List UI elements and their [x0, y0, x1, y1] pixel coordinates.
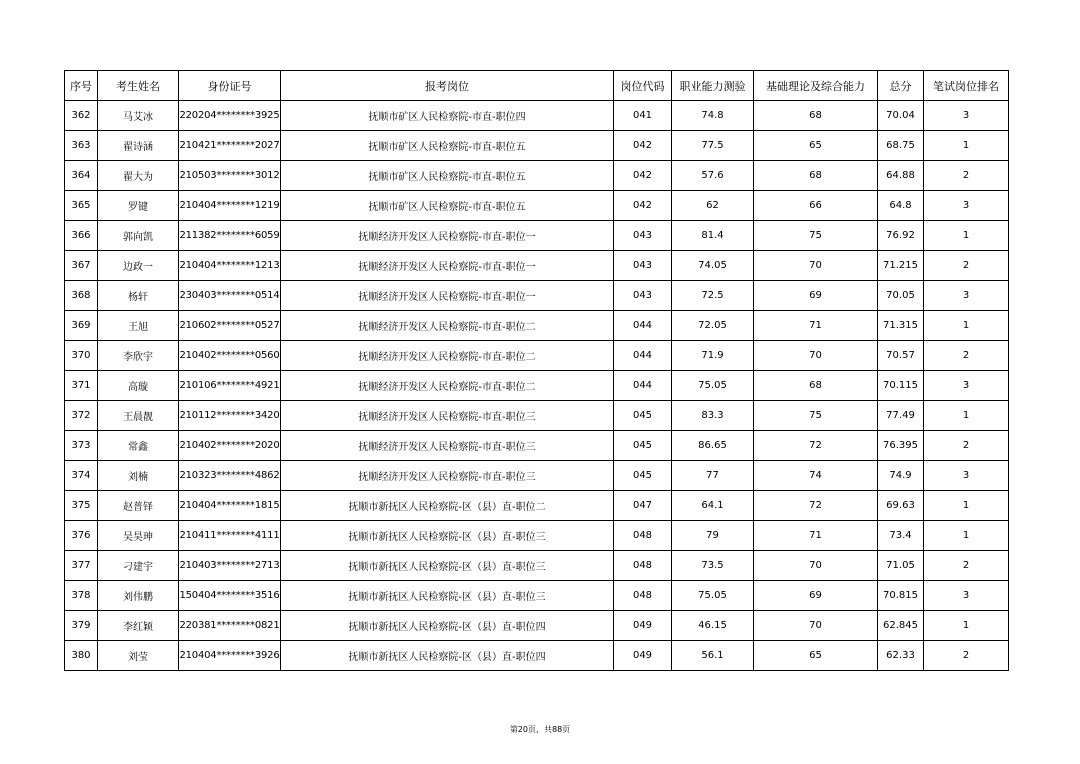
- table-row: [65, 341, 1009, 371]
- cell-total: 62.33: [878, 641, 924, 671]
- cell-name: 刁建宇: [98, 551, 179, 581]
- cell-seq: 373: [65, 431, 98, 461]
- cell-name: 吴昊珅: [98, 521, 179, 551]
- cell-basic-theory: 68: [754, 101, 878, 131]
- cell-position-code: 043: [614, 251, 672, 281]
- cell-id-number: 210602********0527: [179, 311, 281, 341]
- table-row: [65, 581, 1009, 611]
- cell-aptitude: 57.6: [672, 161, 754, 191]
- cell-rank: 2: [924, 251, 1009, 281]
- table-row: [65, 191, 1009, 221]
- cell-position: 抚顺经济开发区人民检察院-市直-职位三: [281, 461, 614, 491]
- cell-basic-theory: 74: [754, 461, 878, 491]
- cell-rank: 2: [924, 161, 1009, 191]
- cell-position-code: 044: [614, 311, 672, 341]
- cell-position: 抚顺市矿区人民检察院-市直-职位五: [281, 191, 614, 221]
- cell-aptitude: 72.05: [672, 311, 754, 341]
- cell-rank: 1: [924, 131, 1009, 161]
- cell-aptitude: 74.8: [672, 101, 754, 131]
- cell-id-number: 210402********0560: [179, 341, 281, 371]
- cell-seq: 371: [65, 371, 98, 401]
- cell-basic-theory: 71: [754, 311, 878, 341]
- cell-total: 76.92: [878, 221, 924, 251]
- cell-seq: 375: [65, 491, 98, 521]
- cell-total: 69.63: [878, 491, 924, 521]
- cell-rank: 3: [924, 581, 1009, 611]
- cell-total: 70.57: [878, 341, 924, 371]
- cell-total: 64.8: [878, 191, 924, 221]
- cell-position: 抚顺经济开发区人民检察院-市直-职位一: [281, 221, 614, 251]
- cell-total: 73.4: [878, 521, 924, 551]
- cell-id-number: 210323********4862: [179, 461, 281, 491]
- cell-position: 抚顺经济开发区人民检察院-市直-职位二: [281, 341, 614, 371]
- cell-aptitude: 74.05: [672, 251, 754, 281]
- table-row: [65, 311, 1009, 341]
- cell-aptitude: 73.5: [672, 551, 754, 581]
- results-table: [64, 70, 1009, 671]
- cell-seq: 362: [65, 101, 98, 131]
- table-row: [65, 431, 1009, 461]
- cell-name: 罗键: [98, 191, 179, 221]
- cell-id-number: 210503********3012: [179, 161, 281, 191]
- cell-id-number: 210404********3926: [179, 641, 281, 671]
- cell-position: 抚顺市矿区人民检察院-市直-职位四: [281, 101, 614, 131]
- cell-id-number: 220204********3925: [179, 101, 281, 131]
- cell-id-number: 210421********2027: [179, 131, 281, 161]
- header-aptitude-test: 职业能力测验: [672, 71, 754, 101]
- cell-rank: 3: [924, 461, 1009, 491]
- cell-rank: 1: [924, 521, 1009, 551]
- cell-seq: 372: [65, 401, 98, 431]
- cell-id-number: 211382********6059: [179, 221, 281, 251]
- cell-position: 抚顺市新抚区人民检察院-区（县）直-职位二: [281, 491, 614, 521]
- cell-aptitude: 62: [672, 191, 754, 221]
- cell-aptitude: 56.1: [672, 641, 754, 671]
- cell-total: 70.04: [878, 101, 924, 131]
- header-basic-theory: 基础理论及综合能力: [754, 71, 878, 101]
- cell-position: 抚顺市新抚区人民检察院-区（县）直-职位三: [281, 551, 614, 581]
- cell-rank: 1: [924, 311, 1009, 341]
- cell-id-number: 210106********4921: [179, 371, 281, 401]
- cell-rank: 1: [924, 401, 1009, 431]
- cell-basic-theory: 69: [754, 581, 878, 611]
- cell-position-code: 047: [614, 491, 672, 521]
- cell-basic-theory: 69: [754, 281, 878, 311]
- page-number: 第20页，共88页: [509, 725, 571, 734]
- table-row: [65, 491, 1009, 521]
- table-row: [65, 401, 1009, 431]
- cell-basic-theory: 68: [754, 371, 878, 401]
- cell-aptitude: 86.65: [672, 431, 754, 461]
- cell-name: 翟诗涵: [98, 131, 179, 161]
- cell-seq: 365: [65, 191, 98, 221]
- cell-seq: 366: [65, 221, 98, 251]
- cell-name: 李红颖: [98, 611, 179, 641]
- cell-position-code: 049: [614, 611, 672, 641]
- cell-seq: 378: [65, 581, 98, 611]
- cell-seq: 367: [65, 251, 98, 281]
- cell-position: 抚顺经济开发区人民检察院-市直-职位一: [281, 251, 614, 281]
- cell-seq: 368: [65, 281, 98, 311]
- cell-seq: 364: [65, 161, 98, 191]
- cell-aptitude: 83.3: [672, 401, 754, 431]
- cell-position-code: 048: [614, 581, 672, 611]
- cell-position-code: 048: [614, 521, 672, 551]
- cell-total: 70.115: [878, 371, 924, 401]
- cell-id-number: 220381********0821: [179, 611, 281, 641]
- cell-basic-theory: 66: [754, 191, 878, 221]
- cell-name: 刘楠: [98, 461, 179, 491]
- cell-aptitude: 77.5: [672, 131, 754, 161]
- cell-position-code: 043: [614, 281, 672, 311]
- table-row: [65, 281, 1009, 311]
- cell-name: 翟大为: [98, 161, 179, 191]
- cell-id-number: 210411********4111: [179, 521, 281, 551]
- table-row: [65, 611, 1009, 641]
- table-row: [65, 131, 1009, 161]
- cell-total: 71.315: [878, 311, 924, 341]
- cell-position-code: 045: [614, 401, 672, 431]
- cell-name: 赵普铎: [98, 491, 179, 521]
- cell-rank: 1: [924, 611, 1009, 641]
- cell-rank: 2: [924, 551, 1009, 581]
- table-row: [65, 521, 1009, 551]
- cell-position-code: 049: [614, 641, 672, 671]
- cell-basic-theory: 70: [754, 611, 878, 641]
- cell-total: 74.9: [878, 461, 924, 491]
- cell-rank: 2: [924, 641, 1009, 671]
- header-position: 报考岗位: [281, 71, 614, 101]
- cell-total: 71.215: [878, 251, 924, 281]
- header-id-number: 身份证号: [179, 71, 281, 101]
- cell-position-code: 048: [614, 551, 672, 581]
- cell-total: 62.845: [878, 611, 924, 641]
- cell-basic-theory: 65: [754, 641, 878, 671]
- cell-position-code: 045: [614, 431, 672, 461]
- cell-position: 抚顺市新抚区人民检察院-区（县）直-职位三: [281, 521, 614, 551]
- cell-id-number: 230403********0514: [179, 281, 281, 311]
- cell-name: 马艾冰: [98, 101, 179, 131]
- cell-rank: 2: [924, 431, 1009, 461]
- cell-total: 76.395: [878, 431, 924, 461]
- cell-position: 抚顺经济开发区人民检察院-市直-职位二: [281, 371, 614, 401]
- cell-seq: 377: [65, 551, 98, 581]
- table-row: [65, 221, 1009, 251]
- table-row: [65, 101, 1009, 131]
- cell-basic-theory: 71: [754, 521, 878, 551]
- cell-seq: 380: [65, 641, 98, 671]
- cell-seq: 374: [65, 461, 98, 491]
- cell-position: 抚顺市矿区人民检察院-市直-职位五: [281, 131, 614, 161]
- cell-seq: 376: [65, 521, 98, 551]
- cell-basic-theory: 72: [754, 431, 878, 461]
- cell-aptitude: 75.05: [672, 371, 754, 401]
- cell-name: 高璇: [98, 371, 179, 401]
- cell-rank: 2: [924, 341, 1009, 371]
- cell-seq: 363: [65, 131, 98, 161]
- header-row: [65, 71, 1009, 101]
- cell-aptitude: 64.1: [672, 491, 754, 521]
- cell-position: 抚顺经济开发区人民检察院-市直-职位三: [281, 401, 614, 431]
- cell-basic-theory: 75: [754, 401, 878, 431]
- cell-total: 70.05: [878, 281, 924, 311]
- cell-seq: 369: [65, 311, 98, 341]
- cell-id-number: 210402********2020: [179, 431, 281, 461]
- cell-position: 抚顺经济开发区人民检察院-市直-职位二: [281, 311, 614, 341]
- cell-rank: 3: [924, 191, 1009, 221]
- cell-position-code: 042: [614, 191, 672, 221]
- cell-aptitude: 77: [672, 461, 754, 491]
- cell-aptitude: 81.4: [672, 221, 754, 251]
- table-row: [65, 551, 1009, 581]
- cell-rank: 1: [924, 491, 1009, 521]
- cell-position-code: 042: [614, 131, 672, 161]
- cell-position-code: 043: [614, 221, 672, 251]
- header-name: 考生姓名: [98, 71, 179, 101]
- cell-total: 68.75: [878, 131, 924, 161]
- header-total: 总分: [878, 71, 924, 101]
- cell-rank: 3: [924, 101, 1009, 131]
- cell-position: 抚顺市新抚区人民检察院-区（县）直-职位四: [281, 611, 614, 641]
- cell-rank: 3: [924, 281, 1009, 311]
- cell-id-number: 210112********3420: [179, 401, 281, 431]
- cell-position: 抚顺市矿区人民检察院-市直-职位五: [281, 161, 614, 191]
- cell-name: 常鑫: [98, 431, 179, 461]
- header-position-code: 岗位代码: [614, 71, 672, 101]
- table-row: [65, 641, 1009, 671]
- cell-basic-theory: 70: [754, 341, 878, 371]
- cell-position: 抚顺经济开发区人民检察院-市直-职位一: [281, 281, 614, 311]
- cell-name: 王旭: [98, 311, 179, 341]
- cell-id-number: 210404********1219: [179, 191, 281, 221]
- cell-id-number: 150404********3516: [179, 581, 281, 611]
- table-row: [65, 251, 1009, 281]
- cell-total: 71.05: [878, 551, 924, 581]
- cell-aptitude: 79: [672, 521, 754, 551]
- cell-basic-theory: 70: [754, 251, 878, 281]
- cell-id-number: 210404********1213: [179, 251, 281, 281]
- cell-basic-theory: 75: [754, 221, 878, 251]
- cell-aptitude: 72.5: [672, 281, 754, 311]
- cell-position-code: 042: [614, 161, 672, 191]
- cell-name: 王晨靓: [98, 401, 179, 431]
- cell-name: 刘莹: [98, 641, 179, 671]
- cell-position: 抚顺市新抚区人民检察院-区（县）直-职位四: [281, 641, 614, 671]
- table-row: [65, 161, 1009, 191]
- cell-name: 郭向凯: [98, 221, 179, 251]
- cell-position-code: 044: [614, 371, 672, 401]
- cell-basic-theory: 68: [754, 161, 878, 191]
- cell-position-code: 045: [614, 461, 672, 491]
- cell-basic-theory: 72: [754, 491, 878, 521]
- cell-basic-theory: 70: [754, 551, 878, 581]
- cell-total: 64.88: [878, 161, 924, 191]
- header-seq: 序号: [65, 71, 98, 101]
- cell-position: 抚顺经济开发区人民检察院-市直-职位三: [281, 431, 614, 461]
- cell-total: 70.815: [878, 581, 924, 611]
- cell-rank: 3: [924, 371, 1009, 401]
- cell-total: 77.49: [878, 401, 924, 431]
- header-rank: 笔试岗位排名: [924, 71, 1009, 101]
- cell-seq: 379: [65, 611, 98, 641]
- cell-aptitude: 71.9: [672, 341, 754, 371]
- cell-basic-theory: 65: [754, 131, 878, 161]
- cell-name: 李欣宇: [98, 341, 179, 371]
- table-row: [65, 461, 1009, 491]
- cell-seq: 370: [65, 341, 98, 371]
- cell-name: 刘伟鹏: [98, 581, 179, 611]
- table-row: [65, 371, 1009, 401]
- cell-aptitude: 46.15: [672, 611, 754, 641]
- cell-rank: 1: [924, 221, 1009, 251]
- cell-aptitude: 75.05: [672, 581, 754, 611]
- cell-name: 杨轩: [98, 281, 179, 311]
- cell-id-number: 210404********1815: [179, 491, 281, 521]
- cell-name: 边政一: [98, 251, 179, 281]
- cell-position-code: 041: [614, 101, 672, 131]
- cell-id-number: 210403********2713: [179, 551, 281, 581]
- cell-position-code: 044: [614, 341, 672, 371]
- cell-position: 抚顺市新抚区人民检察院-区（县）直-职位三: [281, 581, 614, 611]
